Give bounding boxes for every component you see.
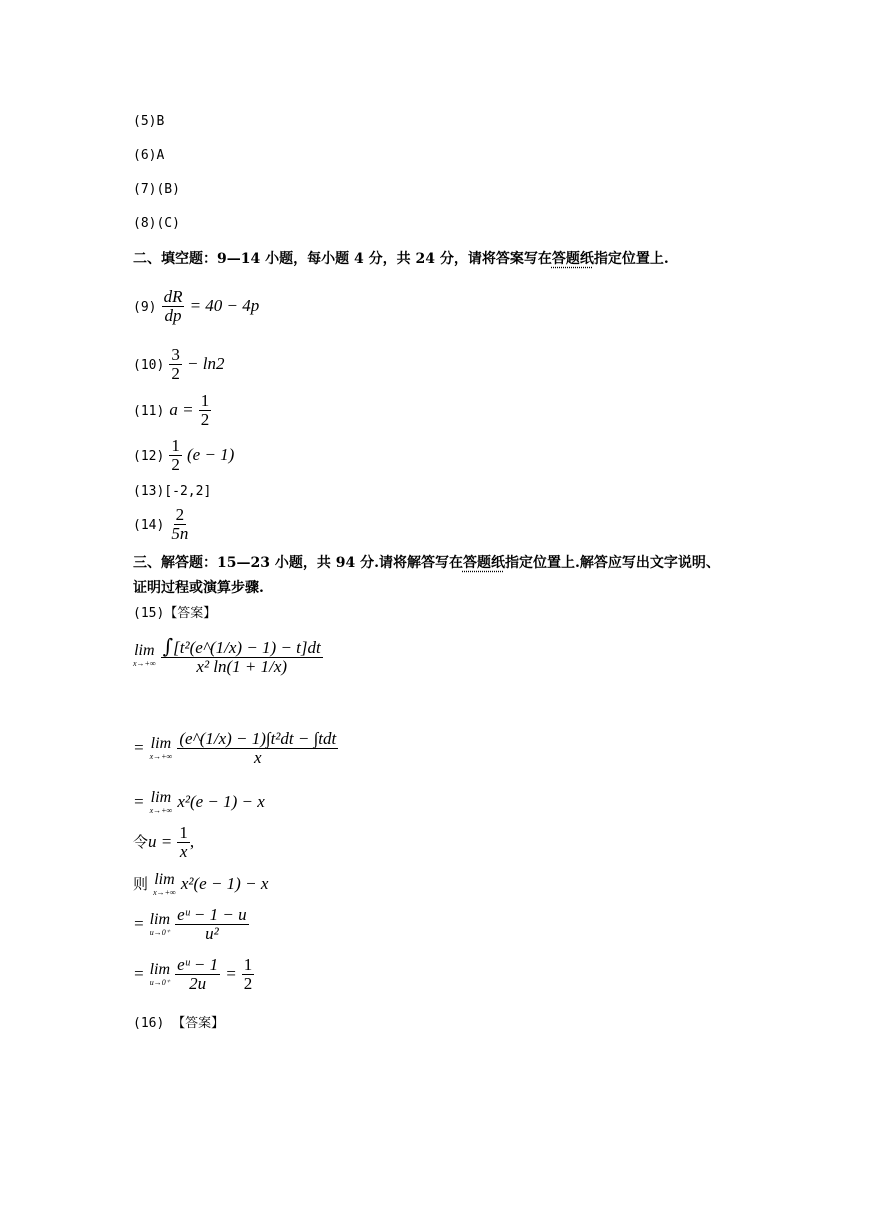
lim-text: lim bbox=[154, 871, 175, 888]
q15-step2-den: x bbox=[254, 747, 262, 767]
q15-step6-num: eᵘ − 1 bbox=[177, 955, 219, 974]
answer-13: (13)[-2,2] bbox=[133, 484, 212, 499]
q15-step6-frac bbox=[175, 956, 220, 993]
let-den: x bbox=[179, 841, 188, 861]
answer-10-den: 2 bbox=[171, 363, 180, 383]
q15-step1-frac bbox=[161, 636, 323, 676]
section3-emph: 答题纸 bbox=[462, 555, 505, 571]
answer-12-label: (12) bbox=[133, 448, 165, 464]
lim-under: u→0⁺ bbox=[149, 927, 170, 937]
q15-step2 bbox=[133, 730, 338, 767]
lim-under: x→+∞ bbox=[153, 888, 176, 897]
equals-sign: = bbox=[225, 963, 237, 983]
section2-heading bbox=[133, 248, 669, 268]
q15-step3-lim bbox=[150, 790, 173, 815]
answer-12-den: 2 bbox=[171, 454, 180, 474]
section3-suffix: 指定位置上.解答应写出文字说明、 bbox=[504, 555, 720, 571]
then-prefix: 则 bbox=[133, 875, 149, 893]
lim-under: x→+∞ bbox=[133, 659, 156, 669]
answer-11-num: 1 bbox=[200, 391, 210, 410]
answer-10-label: (10) bbox=[133, 357, 165, 373]
answer-9-label: (9) bbox=[133, 299, 157, 315]
let-frac bbox=[177, 824, 190, 861]
section3-prefix: 三、解答题：15—23 小题，共 94 分.请将解答写在 bbox=[133, 555, 463, 571]
answer-16-label: (16) 【答案】 bbox=[133, 1016, 225, 1031]
q15-step5-frac bbox=[175, 906, 248, 943]
q15-step1-lim bbox=[133, 643, 156, 668]
q15-then-expr: x²(e − 1) − x bbox=[180, 874, 269, 893]
answer-14 bbox=[133, 506, 190, 543]
answer-12 bbox=[133, 437, 234, 474]
let-prefix: 令 bbox=[133, 832, 149, 851]
q15-step6 bbox=[133, 956, 254, 993]
q15-result-num: 1 bbox=[243, 955, 253, 974]
q15-step5-den: u² bbox=[205, 923, 219, 943]
answer-9-frac bbox=[162, 288, 185, 325]
lim-text: lim bbox=[134, 642, 155, 660]
answer-6: (6)A bbox=[133, 148, 165, 163]
answer-15-label: (15)【答案】 bbox=[133, 606, 217, 621]
comma: , bbox=[189, 831, 195, 851]
q15-then bbox=[133, 872, 268, 897]
q15-step1 bbox=[133, 636, 323, 676]
section3-heading-line1 bbox=[133, 552, 720, 572]
equals-sign: = bbox=[133, 737, 145, 757]
answer-10-frac bbox=[169, 346, 182, 383]
q15-step3 bbox=[133, 790, 265, 815]
answer-14-label: (14) bbox=[133, 517, 165, 533]
answer-9-num: dR bbox=[163, 287, 183, 306]
let-num: 1 bbox=[179, 823, 188, 842]
q15-step2-frac bbox=[177, 730, 338, 767]
q15-result-den: 2 bbox=[243, 973, 253, 993]
q15-then-lim bbox=[153, 872, 176, 897]
equals-sign: = bbox=[133, 792, 145, 811]
lim-text: lim bbox=[150, 789, 172, 806]
equals-sign: = bbox=[133, 963, 145, 983]
section3-heading-line2: 证明过程或演算步骤. bbox=[133, 580, 264, 596]
q15-step2-lim bbox=[150, 736, 173, 761]
answer-12-rhs: (e − 1) bbox=[187, 444, 235, 464]
answer-9-den: dp bbox=[164, 305, 182, 325]
answer-10-rhs: − ln2 bbox=[187, 353, 225, 373]
q15-step1-num-text: [t²(e^(1/x) − 1) − t]dt bbox=[173, 638, 321, 657]
q15-step3-expr: x²(e − 1) − x bbox=[177, 792, 265, 811]
answer-11-frac bbox=[199, 392, 212, 429]
lim-text: lim bbox=[150, 734, 172, 752]
lim-text: lim bbox=[149, 960, 171, 978]
answer-9 bbox=[133, 288, 259, 325]
let-u: u = bbox=[148, 831, 173, 851]
equals-sign: = bbox=[133, 913, 145, 933]
q15-step5-num: eᵘ − 1 − u bbox=[177, 905, 247, 924]
answer-9-rhs: = 40 − 4p bbox=[189, 295, 260, 315]
answer-14-frac bbox=[169, 506, 190, 543]
section2-prefix: 二、填空题：9—14 小题，每小题 4 分，共 24 分，请将答案写在 bbox=[133, 251, 552, 267]
q15-step1-num bbox=[161, 636, 323, 658]
answer-10-num: 3 bbox=[171, 345, 180, 364]
answer-11-den: 2 bbox=[200, 409, 210, 429]
q15-step2-num: (e^(1/x) − 1)∫t²dt − ∫tdt bbox=[179, 729, 337, 748]
section2-emph: 答题纸 bbox=[551, 251, 594, 267]
answer-12-num: 1 bbox=[171, 436, 180, 455]
answer-14-den: 5n bbox=[171, 523, 189, 543]
lim-under: u→0⁺ bbox=[149, 977, 170, 987]
answer-14-num: 2 bbox=[175, 505, 185, 524]
answer-8: (8)(C) bbox=[133, 216, 180, 231]
answer-12-frac bbox=[169, 437, 182, 474]
q15-let bbox=[133, 824, 194, 861]
answer-11 bbox=[133, 392, 211, 429]
lim-under: x→+∞ bbox=[149, 751, 173, 761]
lim-text: lim bbox=[149, 910, 171, 928]
q15-step1-den: x² ln(1 + 1/x) bbox=[196, 657, 288, 676]
integral-sign: ∫ bbox=[162, 634, 174, 658]
answer-11-label: (11) bbox=[133, 403, 165, 419]
q15-result-frac bbox=[242, 956, 255, 993]
lim-under: x→+∞ bbox=[149, 806, 173, 815]
section2-suffix: 指定位置上. bbox=[593, 251, 669, 267]
answer-11-lhs: a = bbox=[169, 399, 194, 419]
answer-5: (5)B bbox=[133, 114, 165, 129]
q15-step6-den: 2u bbox=[189, 973, 207, 993]
answer-10 bbox=[133, 346, 224, 383]
q15-step5-lim bbox=[150, 912, 170, 937]
answer-7: (7)(B) bbox=[133, 182, 180, 197]
q15-step5 bbox=[133, 906, 249, 943]
q15-step6-lim bbox=[150, 962, 170, 987]
